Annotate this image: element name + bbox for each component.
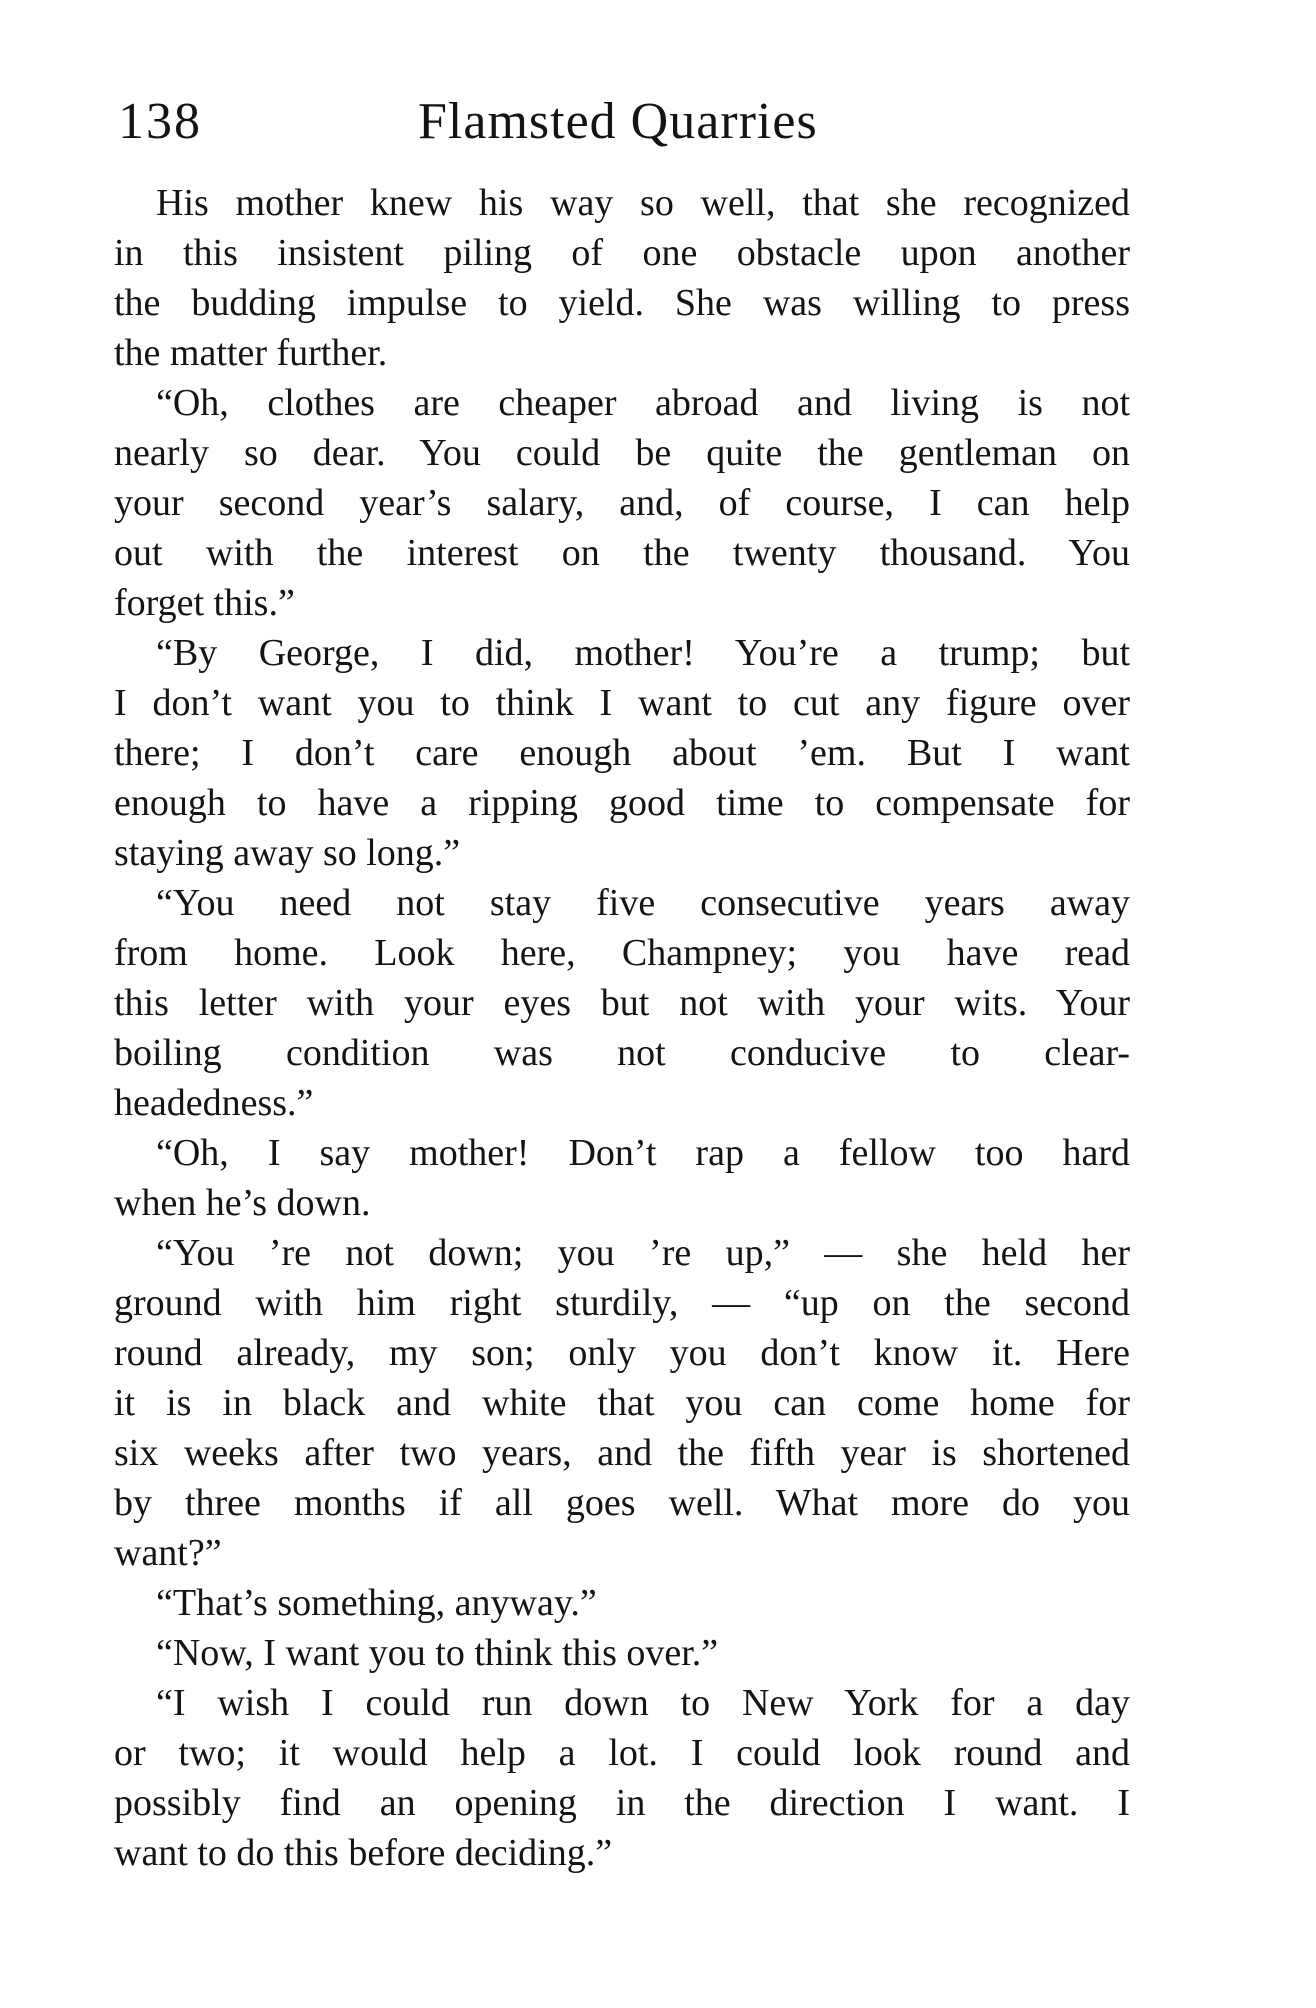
text-line: headedness.”	[114, 1082, 314, 1124]
text-line: the budding impulse to yield. She was willing to press	[114, 282, 1130, 324]
text-line: out with the interest on the twenty thousand. You	[114, 532, 1130, 574]
text-line: there; I don’t care enough about ’em. But I want	[114, 732, 1130, 774]
text-line: “Oh, I say mother! Don’t rap a fellow too hard	[156, 1132, 1130, 1174]
text-line: want?”	[114, 1532, 222, 1574]
text-line: from home. Look here, Champney; you have read	[114, 932, 1130, 974]
text-line: I don’t want you to think I want to cut any figure over	[114, 682, 1130, 724]
text-line: by three months if all goes well. What more do you	[114, 1482, 1130, 1524]
text-line: the matter further.	[114, 332, 388, 374]
text-line: this letter with your eyes but not with your wits. Your	[114, 982, 1130, 1024]
text-line: “By George, I did, mother! You’re a trump; but	[156, 632, 1130, 674]
running-head	[118, 90, 1128, 154]
text-line: boiling condition was not conducive to clear-	[114, 1032, 1130, 1074]
text-line: His mother knew his way so well, that she recognized	[156, 182, 1130, 224]
text-line: when he’s down.	[114, 1182, 371, 1224]
text-line: “That’s something, anyway.”	[156, 1582, 597, 1624]
text-line: in this insistent piling of one obstacle upon another	[114, 232, 1130, 274]
text-line: “You ’re not down; you ’re up,” — she held her	[156, 1232, 1130, 1274]
text-line: it is in black and white that you can come home for	[114, 1382, 1130, 1424]
text-line: possibly find an opening in the direction I want. I	[114, 1782, 1130, 1824]
text-line: six weeks after two years, and the fifth year is shortened	[114, 1432, 1130, 1474]
text-line: nearly so dear. You could be quite the gentleman on	[114, 432, 1130, 474]
running-title: Flamsted Quarries	[418, 93, 818, 150]
text-line: or two; it would help a lot. I could look round and	[114, 1732, 1130, 1774]
text-line: “Oh, clothes are cheaper abroad and living is not	[156, 382, 1130, 424]
text-line: round already, my son; only you don’t know it. Here	[114, 1332, 1130, 1374]
text-line: enough to have a ripping good time to compensate for	[114, 782, 1130, 824]
text-line: “I wish I could run down to New York for a day	[156, 1682, 1130, 1724]
text-line: want to do this before deciding.”	[114, 1832, 613, 1874]
page-number: 138	[118, 93, 202, 150]
text-line: ground with him right sturdily, — “up on the second	[114, 1282, 1130, 1324]
text-line: “You need not stay five consecutive years away	[156, 882, 1130, 924]
text-line: your second year’s salary, and, of course, I can help	[114, 482, 1130, 524]
text-line: “Now, I want you to think this over.”	[156, 1632, 719, 1674]
text-line: forget this.”	[114, 582, 295, 624]
body-text	[114, 178, 1130, 1878]
text-line: staying away so long.”	[114, 832, 461, 874]
